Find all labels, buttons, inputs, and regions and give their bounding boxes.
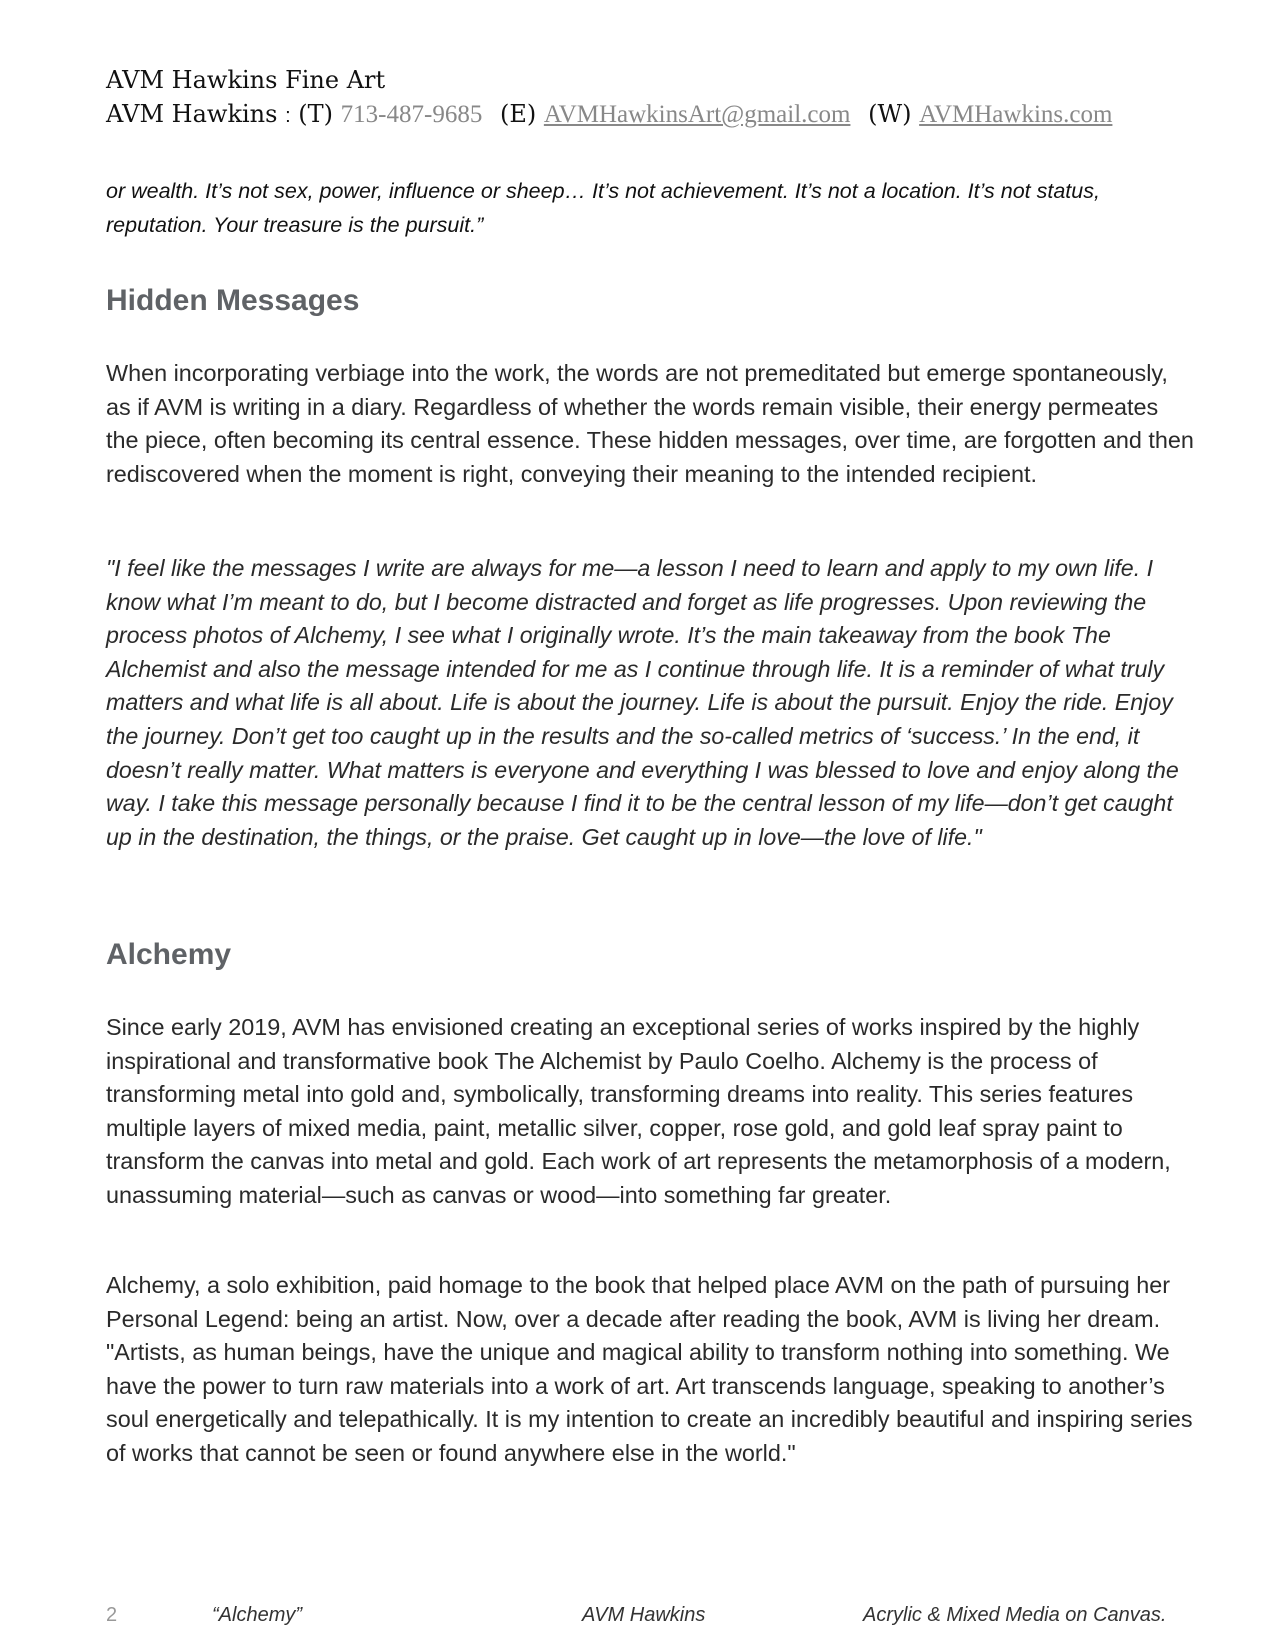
website-label: (W) (868, 100, 912, 128)
email-link[interactable]: AVMHawkinsArt@gmail.com (543, 101, 851, 128)
continued-quote: or wealth. It’s not sex, power, influence or sheep… It’s not achievement. It’s not a location. It’s not status, reputation. Your treasure is the pursuit.” (106, 179, 1100, 237)
phone-number: 713-487-9685 (340, 101, 483, 128)
hidden-messages-heading: Hidden Messages (106, 284, 360, 317)
phone-label: (T) (298, 100, 334, 128)
footer-medium: Acrylic & Mixed Media on Canvas. (863, 1604, 1167, 1626)
page-number: 2 (106, 1604, 118, 1626)
alchemy-heading: Alchemy (106, 938, 232, 971)
hidden-messages-paragraph: When incorporating verbiage into the work, the words are not premeditated but emerge spontaneously, as if AVM is writing in a diary. Regardless of whether the words remain visible, their energy permeates the piece, often becoming its central essence. These hidden messages, over time, are forgotten and then rediscovered when the moment is right, conveying their meaning to the intended recipient. (106, 360, 1194, 487)
artist-name: AVM Hawkins (106, 100, 278, 128)
alchemy-paragraph-2: Alchemy, a solo exhibition, paid homage to the book that helped place AVM on the path of pursuing her Personal Legend: being an artist. Now, over a decade after reading the book, AVM is living her dream. "Artists, as human beings, have the unique and magical ability to transform nothing into something. We have the power to turn raw materials into a work of art. Art transcends language, speaking to another’s soul energetically and telepathically. It is my intention to create an incredibly beautiful and inspiring series of works that cannot be seen or found anywhere else in the world." (106, 1272, 1193, 1466)
alchemy-paragraph-1: Since early 2019, AVM has envisioned creating an exceptional series of works inspired by the highly inspirational and transformative book The Alchemist by Paulo Coelho. Alchemy is the process of transforming metal into gold and, symbolically, transforming dreams into reality. This series features multiple layers of mixed media, paint, metallic silver, copper, rose gold, and gold leaf spray paint to transform the canvas into metal and gold. Each work of art represents the metamorphosis of a modern, unassuming material—such as canvas or wood—into something far greater. (106, 1014, 1171, 1208)
email-label: (E) (499, 100, 537, 128)
letterhead-title: AVM Hawkins Fine Art (106, 66, 386, 94)
name-separator: : (285, 105, 291, 127)
letterhead-contact (106, 100, 1112, 129)
hidden-messages-quote: "I feel like the messages I write are always for me—a lesson I need to learn and apply to my own life. I know what I’m meant to do, but I become distracted and forget as life progresses. Upon reviewing the process photos of Alchemy, I see what I originally wrote. It’s the main takeaway from the book The Alchemist and also the message intended for me as I continue through life. It is a reminder of what truly matters and what life is all about. Life is about the journey. Life is about the pursuit. Enjoy the ride. Enjoy the journey. Don’t get too caught up in the results and the so-called metrics of ‘success.’ In the end, it doesn’t really matter. What matters is everyone and everything I was blessed to love and enjoy along the way. I take this message personally because I find it to be the central lesson of my life—don’t get caught up in the destination, the things, or the praise. Get caught up in love—the love of life." (106, 555, 1179, 850)
footer-artist: AVM Hawkins (582, 1604, 706, 1626)
footer-artwork-title: “Alchemy” (212, 1604, 303, 1626)
website-link[interactable]: AVMHawkins.com (919, 101, 1113, 128)
